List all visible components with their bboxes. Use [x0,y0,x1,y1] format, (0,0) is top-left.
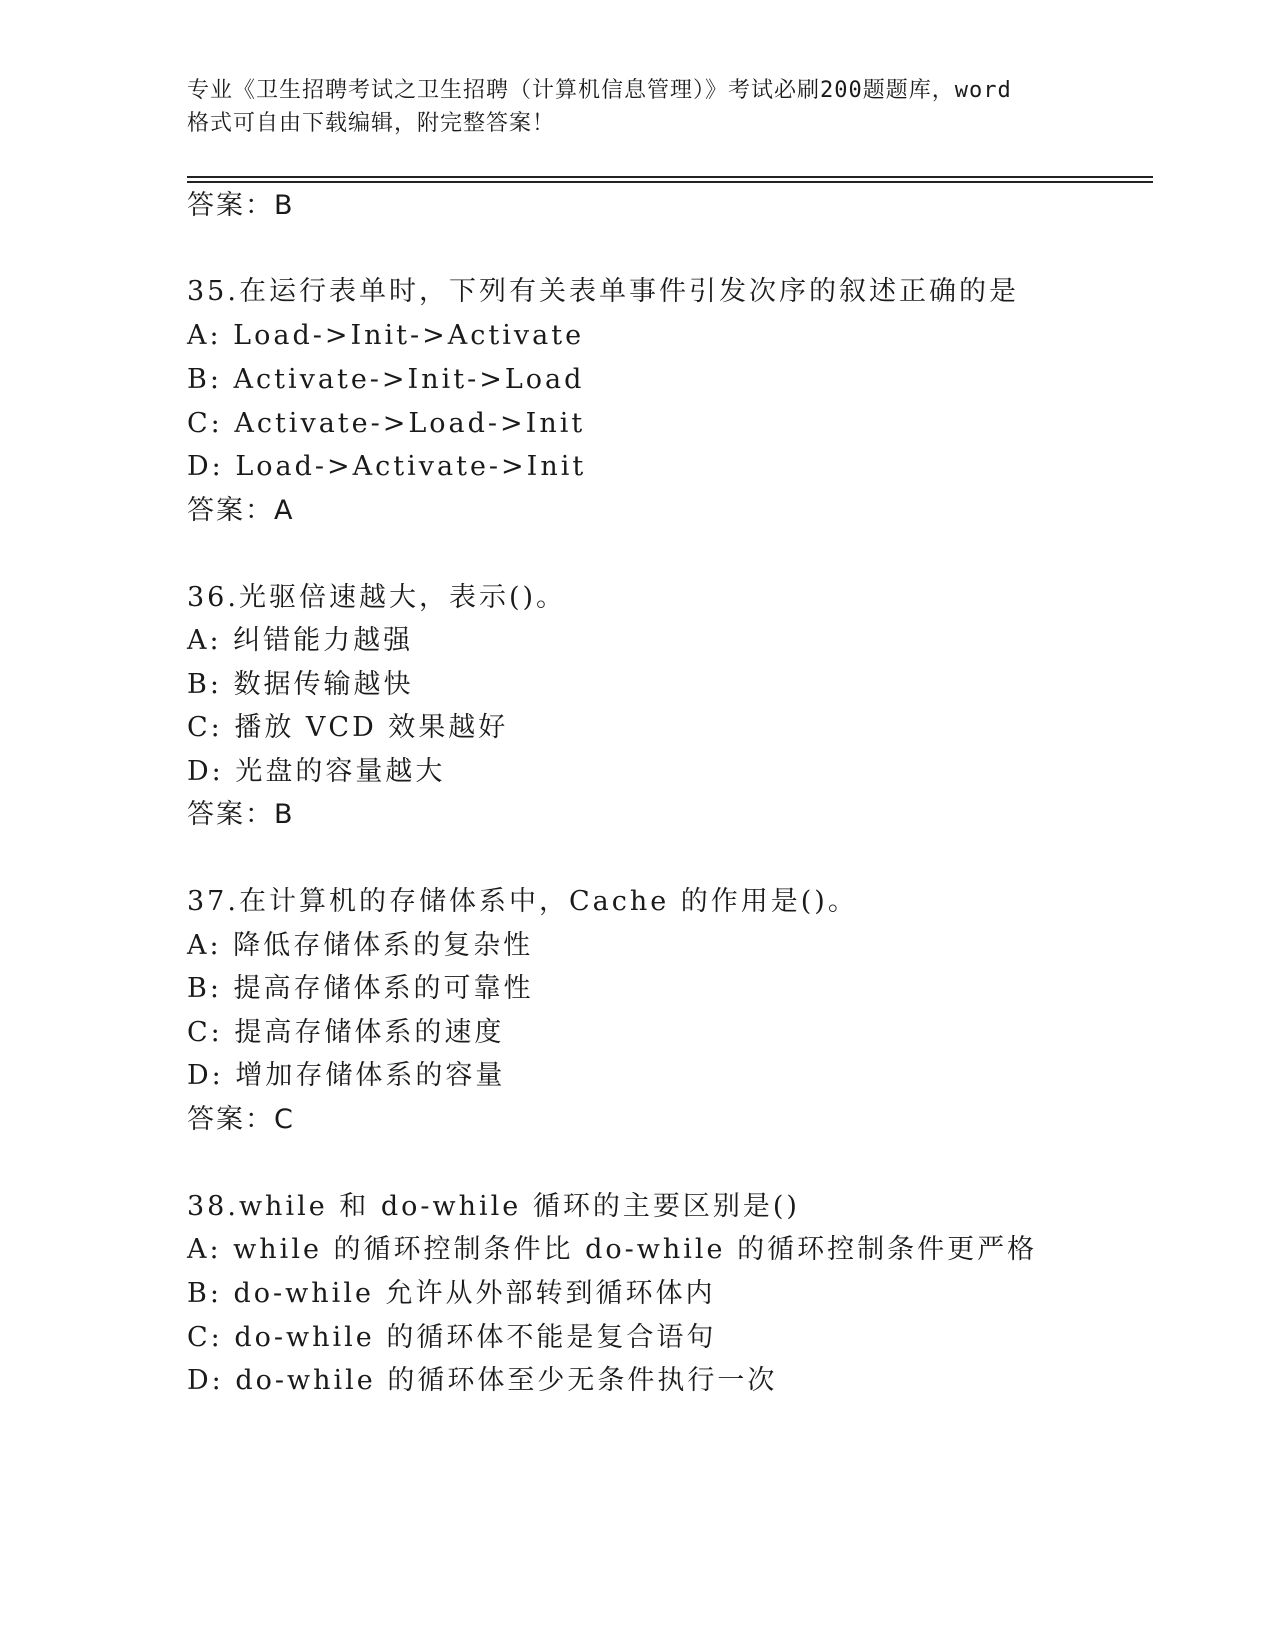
header-line-2: 格式可自由下载编辑，附完整答案！ [187,111,556,136]
question-35-option-a: A: Load->Init->Activate [187,320,585,351]
question-35-stem: 35.在运行表单时，下列有关表单事件引发次序的叙述正确的是 [187,276,1019,307]
question-36-option-a: A: 纠错能力越强 [187,625,414,656]
question-37-answer: 答案：C [187,1104,295,1135]
question-37-option-b: B: 提高存储体系的可靠性 [187,973,534,1004]
question-36-option-b: B: 数据传输越快 [187,669,414,700]
question-35-option-c: C: Activate->Load->Init [187,408,586,439]
header-line-1: 专业《卫生招聘考试之卫生招聘（计算机信息管理）》考试必刷200题题库，word [187,78,1012,103]
question-35-option-d: D: Load->Activate->Init [187,451,587,482]
question-37-stem: 37.在计算机的存储体系中，Cache 的作用是()。 [187,886,858,917]
question-38-option-b: B: do-while 允许从外部转到循环体内 [187,1278,716,1309]
question-37-option-c: C: 提高存储体系的速度 [187,1017,505,1048]
question-38-option-d: D: do-while 的循环体至少无条件执行一次 [187,1365,778,1396]
question-38-option-c: C: do-while 的循环体不能是复合语句 [187,1322,717,1353]
question-35-option-b: B: Activate->Init->Load [187,364,585,395]
question-36-answer: 答案：B [187,799,295,830]
question-36-option-c: C: 播放 VCD 效果越好 [187,712,509,743]
question-37-option-d: D: 增加存储体系的容量 [187,1060,506,1091]
question-36-stem: 36.光驱倍速越大，表示()。 [187,582,567,613]
header-divider-bottom [187,181,1153,183]
previous-answer: 答案：B [187,190,295,221]
question-38-stem: 38.while 和 do-while 循环的主要区别是() [187,1191,800,1222]
question-38-option-a: A: while 的循环控制条件比 do-while 的循环控制条件更严格 [187,1234,1038,1265]
question-35-answer: 答案：A [187,495,295,526]
header-divider-top [187,176,1153,178]
document-header [187,74,1087,140]
question-37-option-a: A: 降低存储体系的复杂性 [187,930,534,961]
question-36-option-d: D: 光盘的容量越大 [187,756,446,787]
